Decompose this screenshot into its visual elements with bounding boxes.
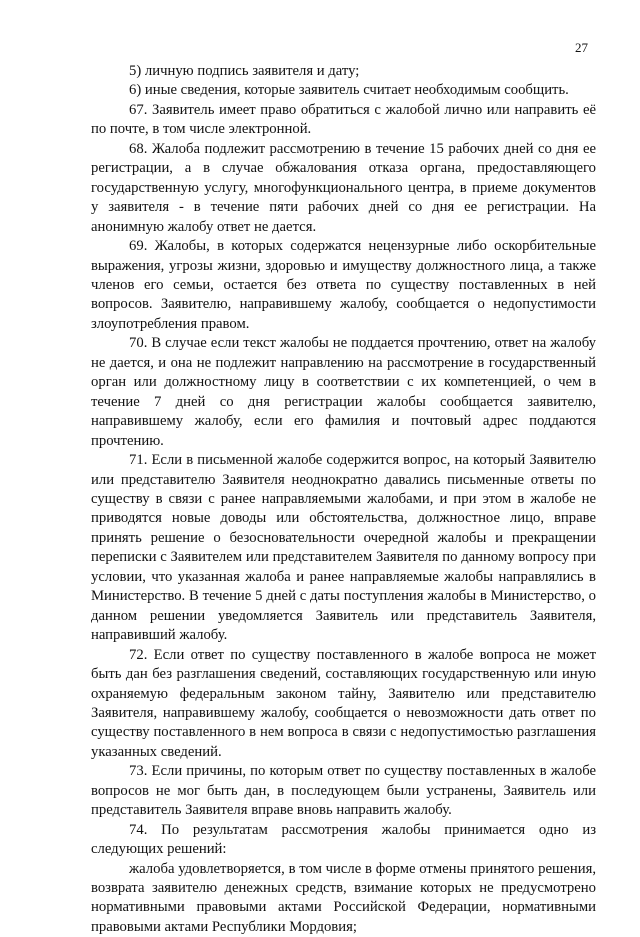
- page-number: 27: [575, 40, 588, 55]
- paragraph-71: 71. Если в письменной жалобе содержится вопрос, на который Заявителю или представителю Заявителя неоднократно давались письменные ответы по существу в связи с ранее направляемыми жалобами, и при этом в жалобе не приводятся новые доводы или обстоятельства, должностное лицо, вправе принять решение о безосновательности очередной жалобы и прекращении переписки с Заявителем или представителем Заявителя по данному вопросу при условии, что указанная жалоба и ранее направляемые жалобы направлялись в Министерство. В течение 5 дней с даты поступления жалобы в Министерство, о данном решении уведомляется Заявитель или представитель Заявителя, направивший жалобу.: [91, 452, 596, 644]
- paragraph-69: 69. Жалобы, в которых содержатся нецензурные либо оскорбительные выражения, угрозы жизни, здоровью и имуществу должностного лица, а также членов его семьи, остается без ответа по существу поставленных в ней вопросов. Заявителю, направившему жалобу, сообщается о недопустимости злоупотребления правом.: [91, 238, 596, 332]
- paragraph-74-option-1: жалоба удовлетворяется, в том числе в форме отмены принятого решения, возврата заявителю денежных средств, взимание которых не предусмотрено нормативными правовыми актами Российской Федерации, нормативными правовыми актами Республики Мордовия;: [91, 860, 596, 935]
- paragraph-72: 72. Если ответ по существу поставленного в жалобе вопроса не может быть дан без разглашения сведений, составляющих государственную или иную охраняемую федеральным законом тайну, Заявителю или представителю Заявителя, направившему жалобу, сообщается о невозможности дать ответ по существу поставленного в нем вопроса в связи с недопустимостью разглашения указанных сведений.: [91, 646, 596, 760]
- paragraph-70: 70. В случае если текст жалобы не поддается прочтению, ответ на жалобу не дается, и она не подлежит направлению на рассмотрение в государственный орган или должностному лицу в соответствии с их компетенцией, о чем в течение 7 дней со дня регистрации жалобы сообщается заявителю, направившему жалобу, если его фамилия и почтовый адрес поддаются прочтению.: [91, 335, 596, 449]
- paragraph-67: 67. Заявитель имеет право обратиться с жалобой лично или направить её по почте, в том числе электронной.: [91, 101, 596, 138]
- document-body: [91, 62, 596, 937]
- paragraph-68: 68. Жалоба подлежит рассмотрению в течение 15 рабочих дней со дня ее регистрации, а в случае обжалования отказа органа, предоставляющего государственную услугу, многофункционального центра, в приеме документов у заявителя - в течение пяти рабочих дней со дня ее регистрации. На анонимную жалобу ответ не дается.: [91, 140, 596, 235]
- paragraph-73: 73. Если причины, по которым ответ по существу поставленных в жалобе вопросов не мог быть дан, в последующем были устранены, Заявитель или представитель Заявителя вправе вновь направить жалобу.: [91, 763, 596, 819]
- paragraph-74: 74. По результатам рассмотрения жалобы принимается одно из следующих решений:: [91, 821, 596, 858]
- paragraph-item-5: 5) личную подпись заявителя и дату;: [129, 63, 360, 79]
- paragraph-item-6: 6) иные сведения, которые заявитель считает необходимым сообщить.: [129, 82, 569, 99]
